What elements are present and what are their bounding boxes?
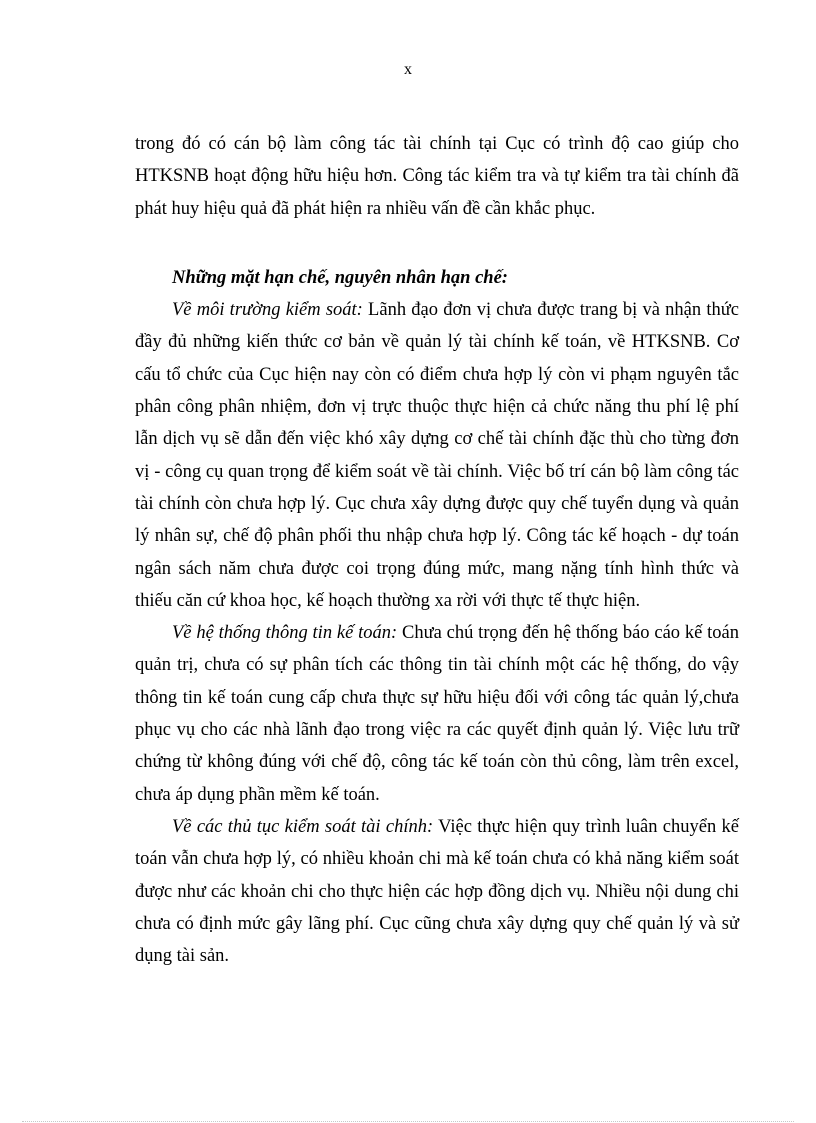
intro-paragraph: trong đó có cán bộ làm công tác tài chính tại Cục có trình độ cao giúp cho HTKSNB hoạt động hữu hiệu hơn. Công tác kiểm tra và tự kiểm tra tài chính đã phát huy hiệu quả đã phát hiện ra nhiều vấn đề cần khắc phục. (135, 134, 739, 219)
section-heading: Những mặt hạn chế, nguyên nhân hạn chế: (172, 267, 508, 288)
financial-control-paragraph (135, 811, 739, 972)
financial-control-lead: Về các thủ tục kiểm soát tài chính: (172, 816, 434, 837)
financial-control-text: Việc thực hiện quy trình luân chuyển kế toán vẫn chưa hợp lý, có nhiều khoản chi mà kế toán chưa có khả năng kiểm soát được như các khoản chi cho thực hiện các hợp đồng dịch vụ. Nhiều nội dung chi chưa có định mức gây lãng phí. Cục cũng chưa xây dựng quy chế quản lý và sử dụng tài sản. (135, 816, 739, 967)
accounting-info-text: Chưa chú trọng đến hệ thống báo cáo kế toán quản trị, chưa có sự phân tích các thông tin tài chính một các hệ thống, do vậy thông tin kế toán cung cấp chưa thực sự hữu hiệu đối với công tác quản lý,chưa phục vụ cho các nhà lãnh đạo trong việc ra các quyết định quản lý. Việc lưu trữ chứng từ không đúng với chế độ, công tác kế toán còn thủ công, làm trên excel, chưa áp dụng phần mềm kế toán. (135, 623, 739, 805)
page-number: x (404, 61, 412, 78)
control-environment-lead: Về môi trường kiểm soát: (172, 300, 363, 321)
accounting-info-paragraph (135, 617, 739, 811)
control-environment-paragraph (135, 294, 739, 617)
page-bottom-rule (22, 1121, 794, 1122)
control-environment-text: Lãnh đạo đơn vị chưa được trang bị và nhận thức đầy đủ những kiến thức cơ bản về quản lý tài chính kế toán, về HTKSNB. Cơ cấu tổ chức của Cục hiện nay còn có điểm chưa hợp lý còn vi phạm nguyên tắc phân công phân nhiệm, đơn vị trực thuộc thực hiện cả chức năng thu phí lệ phí lẫn dịch vụ sẽ dẫn đến việc khó xây dựng cơ chế tài chính đặc thù cho từng đơn vị - công cụ quan trọng để kiểm soát về tài chính. Việc bố trí cán bộ làm công tác tài chính còn chưa hợp lý. Cục chưa xây dựng được quy chế tuyển dụng và quản lý nhân sự, chế độ phân phối thu nhập chưa hợp lý. Công tác kế hoạch - dự toán ngân sách năm chưa được coi trọng đúng mức, mang nặng tính hình thức và thiếu căn cứ khoa học, kế hoạch thường xa rời với thực tế thực hiện. (135, 300, 739, 611)
document-body (135, 128, 739, 972)
accounting-info-lead: Về hệ thống thông tin kế toán: (172, 623, 398, 644)
